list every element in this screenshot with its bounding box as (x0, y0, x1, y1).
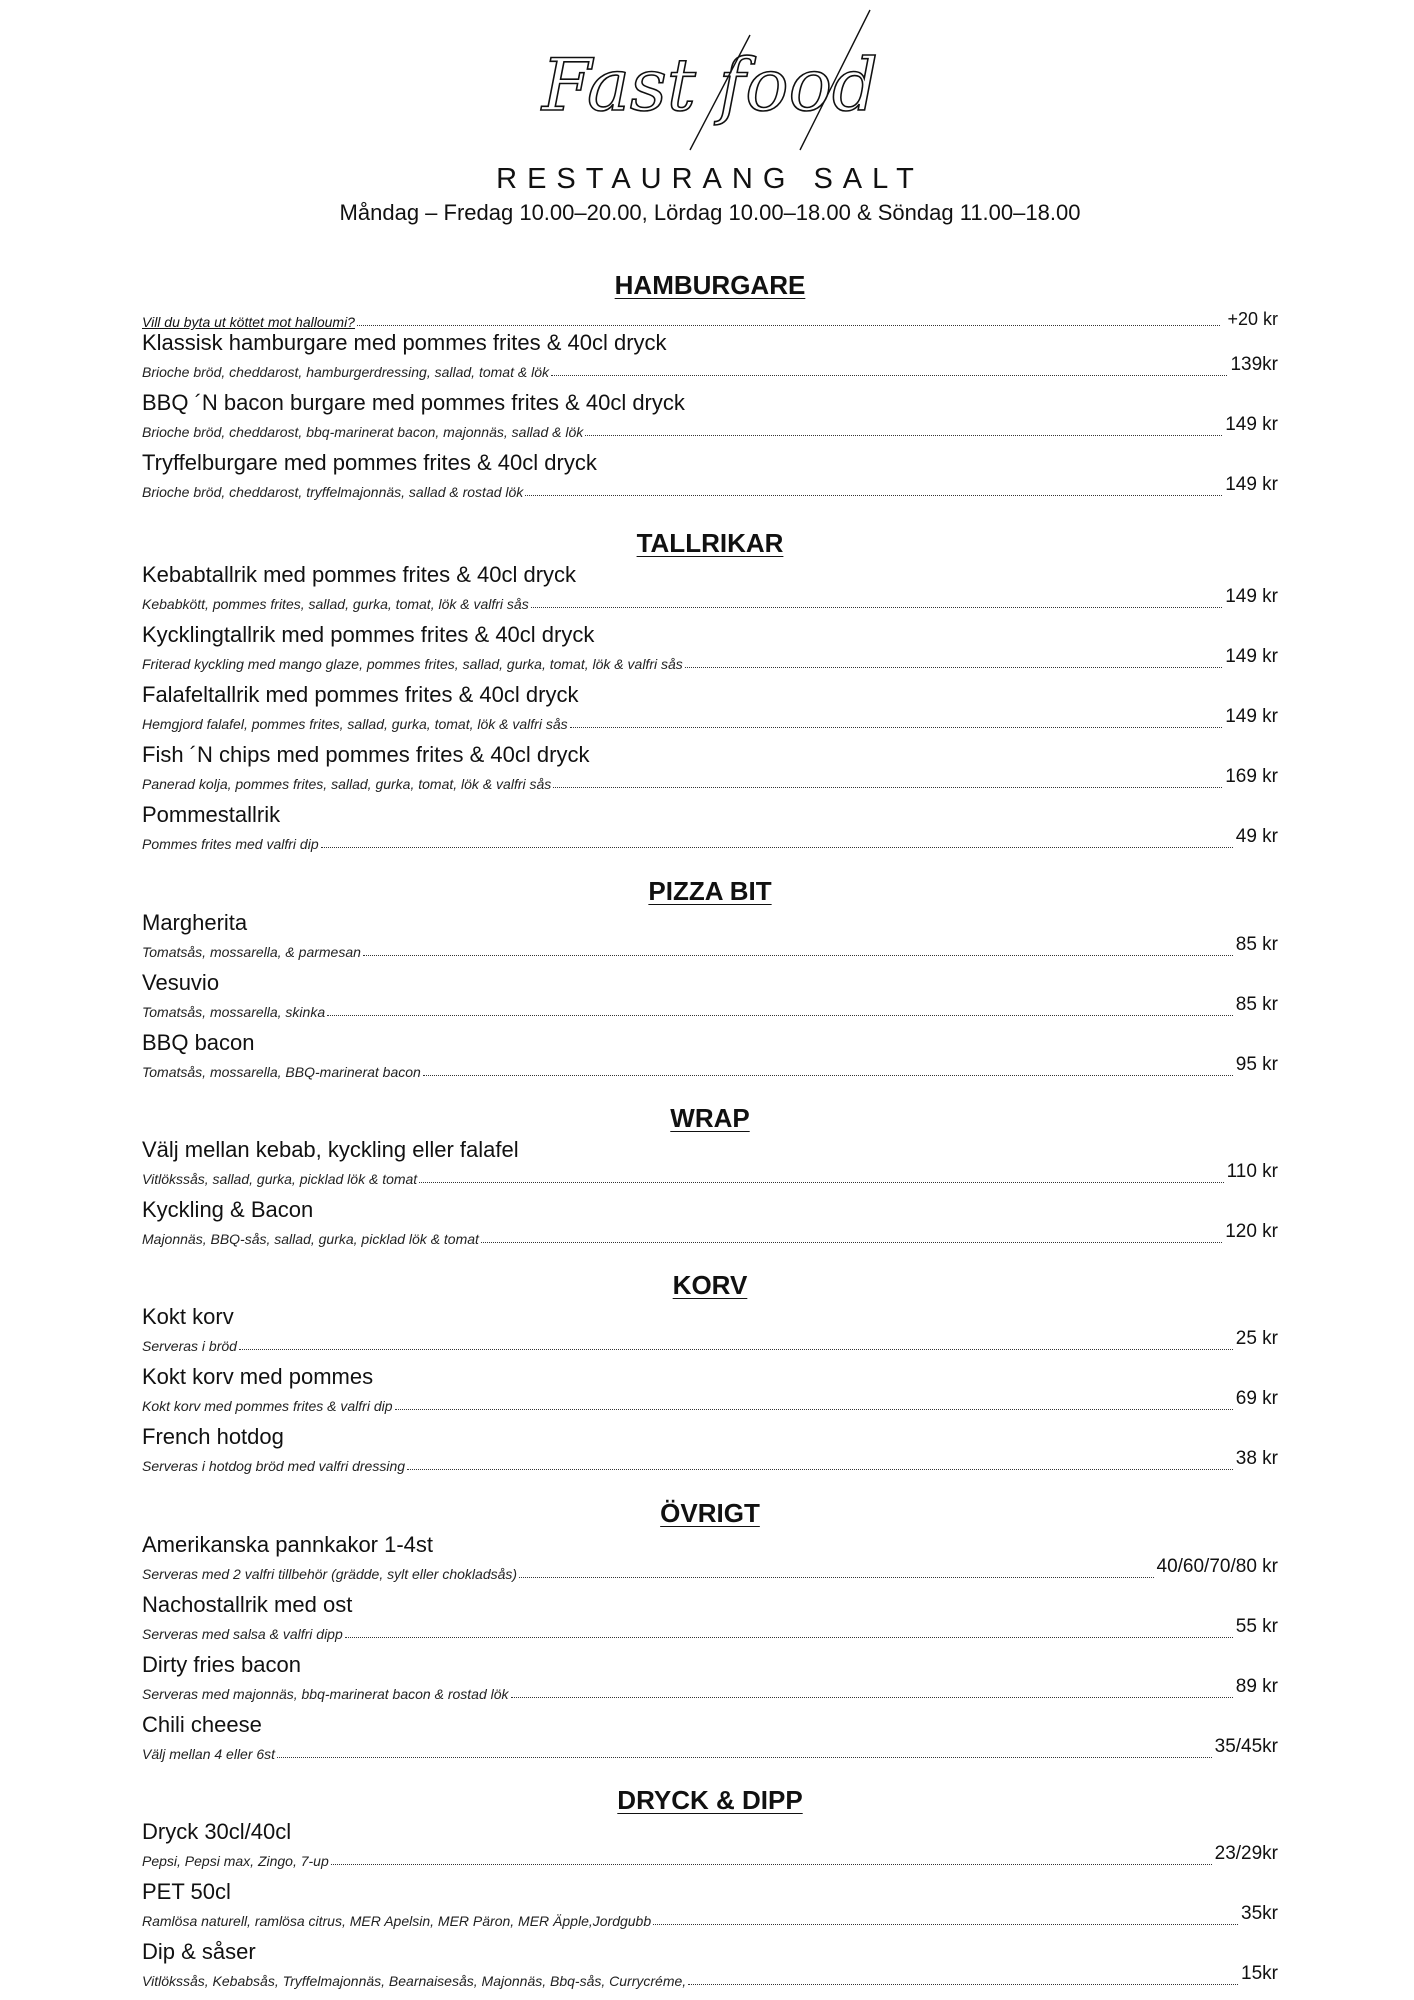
item-price: 89 kr (1235, 1676, 1278, 1697)
menu-item (142, 390, 1278, 450)
item-description: Serveras med salsa & valfri dipp (142, 1626, 343, 1642)
section-title: HAMBURGARE (614, 270, 806, 300)
item-price: 15kr (1241, 1963, 1278, 1984)
item-price: 55 kr (1235, 1616, 1278, 1637)
menu-item (142, 1532, 1278, 1592)
section-korv (142, 1266, 1278, 1484)
section-wrap (142, 1099, 1278, 1257)
item-name: Tryffelburgare med pommes frites & 40cl dryck (142, 450, 597, 475)
item-desc-row (142, 646, 1278, 672)
menu-item (142, 1030, 1278, 1090)
item-name: Kokt korv (142, 1304, 234, 1329)
item-desc-row (142, 586, 1278, 612)
item-description: Brioche bröd, cheddarost, bbq-marinerat bacon, majonnäs, sallad & lök (142, 424, 584, 440)
item-desc-row (142, 1328, 1278, 1354)
section-title: PIZZA BIT (648, 876, 772, 906)
item-description: Serveras i bröd (142, 1338, 237, 1354)
dot-leader (511, 1697, 1233, 1698)
menu-item (142, 1712, 1278, 1772)
item-price: 95 kr (1235, 1054, 1278, 1075)
item-description: Serveras med majonnäs, bbq-marinerat bacon & rostad lök (142, 1686, 509, 1702)
item-price: 38 kr (1235, 1448, 1278, 1469)
item-name: Nachostallrik med ost (142, 1592, 353, 1617)
opening-hours: Måndag – Fredag 10.00–20.00, Lördag 10.00–18.00 & Söndag 11.00–18.00 (339, 200, 1081, 225)
dot-leader (685, 667, 1222, 668)
menu-item (142, 910, 1278, 970)
item-name: Kyckling & Bacon (142, 1197, 314, 1222)
item-desc-row (142, 354, 1278, 380)
logo-text: Fast food (541, 43, 879, 127)
item-desc-row (142, 1736, 1278, 1762)
item-name: Välj mellan kebab, kyckling eller falafel (142, 1137, 519, 1162)
item-description: Brioche bröd, cheddarost, tryffelmajonnäs, sallad & rostad lök (142, 484, 524, 500)
item-description: Välj mellan 4 eller 6st (142, 1746, 276, 1762)
item-name: PET 50cl (142, 1879, 231, 1904)
dot-leader (585, 435, 1222, 436)
item-price: 149 kr (1225, 706, 1278, 727)
item-price: 120 kr (1225, 1221, 1278, 1242)
dot-leader (481, 1242, 1222, 1243)
item-name: Chili cheese (142, 1712, 262, 1737)
menu-item (142, 970, 1278, 1030)
item-desc-row (142, 1843, 1278, 1869)
menu-item (142, 1364, 1278, 1424)
item-description: Kebabkött, pommes frites, sallad, gurka, tomat, lök & valfri sås (142, 596, 529, 612)
item-name: Kokt korv med pommes (142, 1364, 374, 1389)
dot-leader (570, 727, 1223, 728)
item-desc-row (142, 1221, 1278, 1247)
item-description: Vitlökssås, Kebabsås, Tryffelmajonnäs, Bearnaisesås, Majonnäs, Bbq-sås, Currycréme, (142, 1973, 687, 1989)
item-price: 35kr (1241, 1903, 1278, 1924)
item-description: Hemgjord falafel, pommes frites, sallad, gurka, tomat, lök & valfri sås (142, 716, 568, 732)
item-desc-row (142, 766, 1278, 792)
item-description: Pommes frites med valfri dip (142, 836, 319, 852)
item-price: 149 kr (1225, 474, 1278, 495)
item-price: 110 kr (1226, 1161, 1278, 1182)
item-description: Pepsi, Pepsi max, Zingo, 7-up (142, 1853, 329, 1869)
item-desc-row (142, 1556, 1278, 1582)
item-name: Pommestallrik (142, 802, 281, 827)
item-desc-row (142, 826, 1278, 852)
item-desc-row (142, 1616, 1278, 1642)
section-title: ÖVRIGT (660, 1498, 760, 1528)
menu-item (142, 330, 1278, 390)
dot-leader (395, 1409, 1233, 1410)
section-title: WRAP (670, 1103, 750, 1133)
item-name: BBQ bacon (142, 1030, 255, 1055)
dot-leader (357, 325, 1221, 326)
dot-leader (239, 1349, 1233, 1350)
item-name: Falafeltallrik med pommes frites & 40cl dryck (142, 682, 579, 707)
item-desc-row (142, 1903, 1278, 1929)
item-price: 23/29kr (1214, 1843, 1278, 1864)
item-desc-row (142, 474, 1278, 500)
item-desc-row (142, 1963, 1278, 1989)
logo (142, 0, 1278, 170)
item-price: 85 kr (1235, 994, 1278, 1015)
section-title: TALLRIKAR (636, 528, 784, 558)
menu-item (142, 682, 1278, 742)
menu-item (142, 1879, 1278, 1939)
item-price: 69 kr (1235, 1388, 1278, 1409)
menu-item (142, 1424, 1278, 1484)
item-description: Panerad kolja, pommes frites, sallad, gurka, tomat, lök & valfri sås (142, 776, 552, 792)
dot-leader (321, 847, 1233, 848)
menu-header (142, 0, 1278, 225)
restaurant-name: RESTAURANG SALT (496, 163, 924, 195)
item-description: Serveras i hotdog bröd med valfri dressing (142, 1458, 406, 1474)
fast-food-script-logo (500, 0, 920, 170)
dot-leader (345, 1637, 1233, 1638)
section-title: KORV (672, 1270, 748, 1300)
dot-leader (551, 375, 1227, 376)
menu-item (142, 742, 1278, 802)
item-name: Vesuvio (142, 970, 220, 995)
dot-leader (407, 1469, 1233, 1470)
menu-item (142, 450, 1278, 510)
section-pizza-bit (142, 872, 1278, 1090)
item-name: Amerikanska pannkakor 1-4st (142, 1532, 434, 1557)
dot-leader (531, 607, 1222, 608)
item-price: 139kr (1230, 354, 1278, 375)
dot-leader (423, 1075, 1233, 1076)
dot-leader (331, 1864, 1212, 1865)
item-description: Tomatsås, mossarella, skinka (142, 1004, 326, 1020)
item-desc-row (142, 414, 1278, 440)
item-name: Dirty fries bacon (142, 1652, 301, 1677)
dot-leader (419, 1182, 1223, 1183)
item-desc-row (142, 994, 1278, 1020)
dot-leader (653, 1924, 1238, 1925)
item-desc-row (142, 1388, 1278, 1414)
section-hamburgare (142, 266, 1278, 510)
item-desc-row (142, 1676, 1278, 1702)
item-price: 149 kr (1225, 586, 1278, 607)
item-price: 25 kr (1235, 1328, 1278, 1349)
menu-item (142, 1819, 1278, 1879)
item-price: 169 kr (1225, 766, 1278, 787)
dot-leader (688, 1984, 1238, 1985)
item-description: Tomatsås, mossarella, BBQ-marinerat bacon (142, 1064, 421, 1080)
item-price: 85 kr (1235, 934, 1278, 955)
item-name: Dip & såser (142, 1939, 256, 1964)
item-price: 49 kr (1235, 826, 1278, 847)
dot-leader (363, 955, 1233, 956)
menu-page (142, 0, 1278, 2000)
item-description: Brioche bröd, cheddarost, hamburgerdressing, sallad, tomat & lök (142, 364, 549, 380)
item-name: BBQ ´N bacon burgare med pommes frites & 40cl dryck (142, 390, 685, 415)
section-dryck-dipp (142, 1781, 1278, 1999)
note-price: +20 kr (1227, 309, 1278, 329)
item-description: Kokt korv med pommes frites & valfri dip (142, 1398, 393, 1414)
item-name: French hotdog (142, 1424, 284, 1449)
menu-item (142, 1939, 1278, 1999)
item-name: Dryck 30cl/40cl (142, 1819, 292, 1844)
item-price: 149 kr (1225, 646, 1278, 667)
item-description: Tomatsås, mossarella, & parmesan (142, 944, 361, 960)
item-name: Margherita (142, 910, 248, 935)
menu-item (142, 1304, 1278, 1364)
item-name: Fish ´N chips med pommes frites & 40cl dryck (142, 742, 590, 767)
item-description: Majonnäs, BBQ-sås, sallad, gurka, picklad lök & tomat (142, 1231, 479, 1247)
note-text: Vill du byta ut köttet mot halloumi? (142, 314, 355, 330)
item-desc-row (142, 706, 1278, 732)
menu-item (142, 1652, 1278, 1712)
menu-item (142, 1137, 1278, 1197)
item-desc-row (142, 1054, 1278, 1080)
item-desc-row (142, 1448, 1278, 1474)
item-price: 35/45kr (1214, 1736, 1278, 1757)
dot-leader (525, 495, 1222, 496)
menu-item (142, 1197, 1278, 1257)
section-ovrigt (142, 1494, 1278, 1772)
dot-leader (519, 1577, 1153, 1578)
item-description: Serveras med 2 valfri tillbehör (grädde, sylt eller chokladsås) (142, 1566, 518, 1582)
item-desc-row (142, 934, 1278, 960)
dot-leader (277, 1757, 1212, 1758)
item-name: Kebabtallrik med pommes frites & 40cl dryck (142, 562, 577, 587)
item-name: Klassisk hamburgare med pommes frites & 40cl dryck (142, 330, 667, 355)
item-description: Vitlökssås, sallad, gurka, picklad lök & tomat (142, 1171, 418, 1187)
halloumi-note (142, 306, 1278, 330)
item-price: 149 kr (1225, 414, 1278, 435)
menu-item (142, 802, 1278, 862)
dot-leader (553, 787, 1222, 788)
section-tallrikar (142, 524, 1278, 862)
item-price: 40/60/70/80 kr (1156, 1556, 1278, 1577)
item-description: Ramlösa naturell, ramlösa citrus, MER Apelsin, MER Päron, MER Äpple,Jordgubb (142, 1913, 652, 1929)
menu-item (142, 622, 1278, 682)
item-description: Friterad kyckling med mango glaze, pommes frites, sallad, gurka, tomat, lök & valfri sås (142, 656, 683, 672)
item-name: Kycklingtallrik med pommes frites & 40cl dryck (142, 622, 595, 647)
item-desc-row (142, 1161, 1278, 1187)
menu-item (142, 1592, 1278, 1652)
menu-item (142, 562, 1278, 622)
section-title: DRYCK & DIPP (617, 1785, 803, 1815)
dot-leader (327, 1015, 1233, 1016)
